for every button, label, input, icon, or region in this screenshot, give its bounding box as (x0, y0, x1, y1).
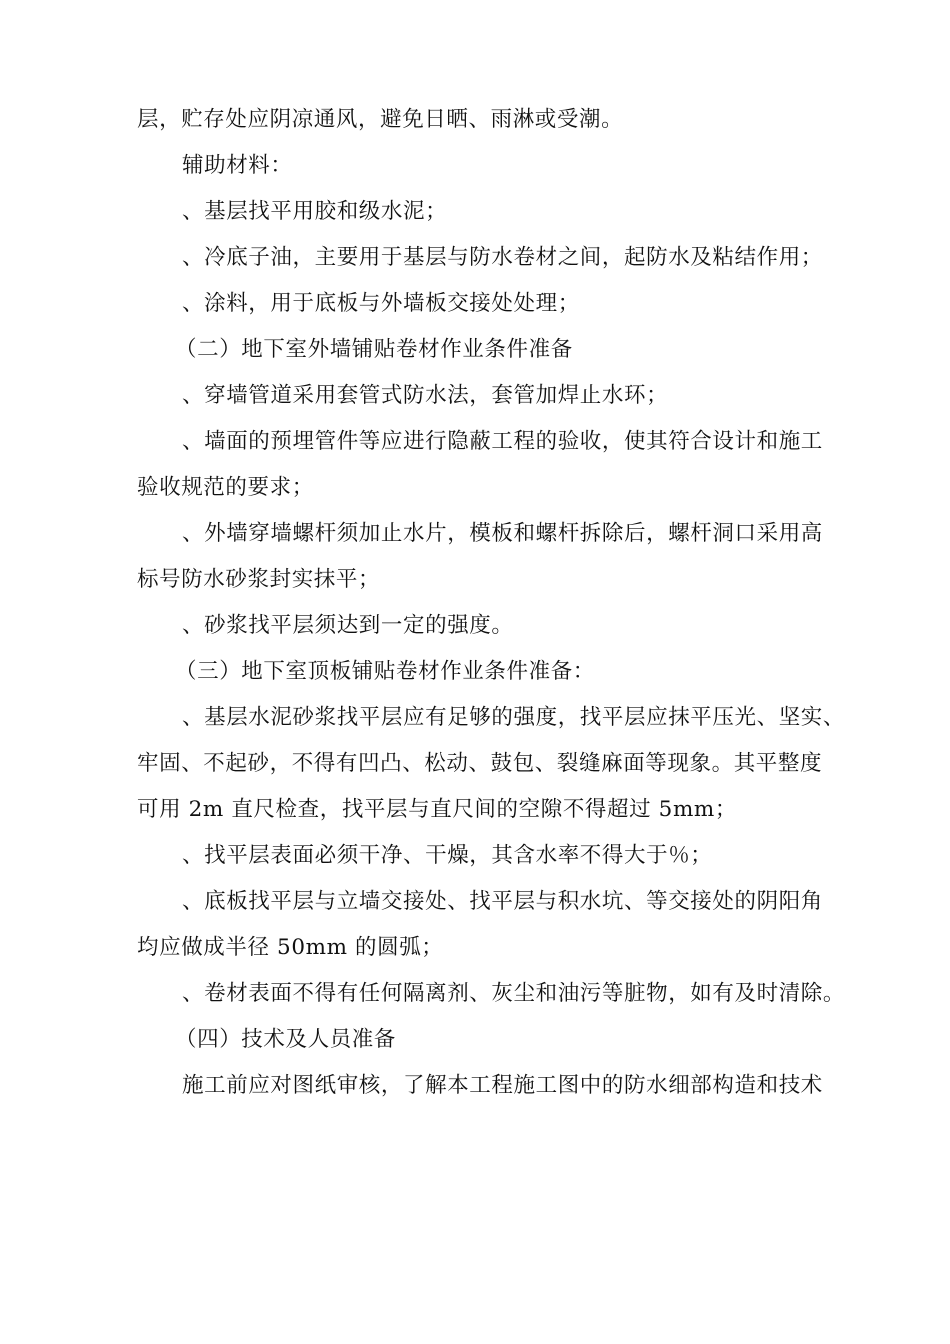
text-line-drawing-review: 施工前应对图纸审核，了解本工程施工图中的防水细部构造和技术 (182, 1073, 823, 1098)
list-item-mortar-strength: 、砂浆找平层须达到一定的强度。 (182, 613, 514, 638)
section-heading-2: （二）地下室外墙铺贴卷材作业条件准备 (175, 337, 573, 362)
list-item-corner-arc-cont: 均应做成半径 50mm 的圆弧； (137, 935, 444, 960)
document-body (137, 97, 846, 1109)
list-item-primer-oil: 、冷底子油，主要用于基层与防水卷材之间，起防水及粘结作用； (182, 245, 823, 270)
list-item-wall-bolts-cont: 标号防水砂浆封实抹平； (137, 567, 381, 592)
list-item-pipe-sleeve: 、穿墙管道采用套管式防水法，套管加焊止水环； (182, 383, 669, 408)
list-item-membrane-clean: 、卷材表面不得有任何隔离剂、灰尘和油污等脏物，如有及时清除。 (182, 981, 846, 1006)
section-heading-3: （三）地下室顶板铺贴卷材作业条件准备： (175, 659, 595, 684)
list-item-embedded-parts-cont: 验收规范的要求； (137, 475, 314, 500)
list-item-surface-dry: 、找平层表面必须干净、干燥，其含水率不得大于％； (182, 843, 713, 868)
list-item-cement-mortar-cont-1: 牢固、不起砂，不得有凹凸、松动、鼓包、裂缝麻面等现象。其平整度 (137, 751, 823, 776)
list-item-embedded-parts: 、墙面的预埋管件等应进行隐蔽工程的验收，使其符合设计和施工 (182, 429, 823, 454)
text-line-storage: 层，贮存处应阴凉通风，避免日晒、雨淋或受潮。 (137, 107, 624, 132)
list-item-corner-arc: 、底板找平层与立墙交接处、找平层与积水坑、等交接处的阴阳角 (182, 889, 823, 914)
list-item-cement-mortar: 、基层水泥砂浆找平层应有足够的强度，找平层应抹平压光、坚实、 (182, 705, 846, 730)
section-heading-4: （四）技术及人员准备 (175, 1027, 397, 1052)
list-item-coating: 、涂料，用于底板与外墙板交接处处理； (182, 291, 580, 316)
list-item-cement-mortar-cont-2: 可用 2m 直尺检查，找平层与直尺间的空隙不得超过 5mm； (137, 797, 738, 822)
text-line-auxiliary-materials: 辅助材料： (182, 153, 293, 178)
list-item-wall-bolts: 、外墙穿墙螺杆须加止水片，模板和螺杆拆除后，螺杆洞口采用高 (182, 521, 823, 546)
list-item-base-leveling: 、基层找平用胶和级水泥； (182, 199, 448, 224)
